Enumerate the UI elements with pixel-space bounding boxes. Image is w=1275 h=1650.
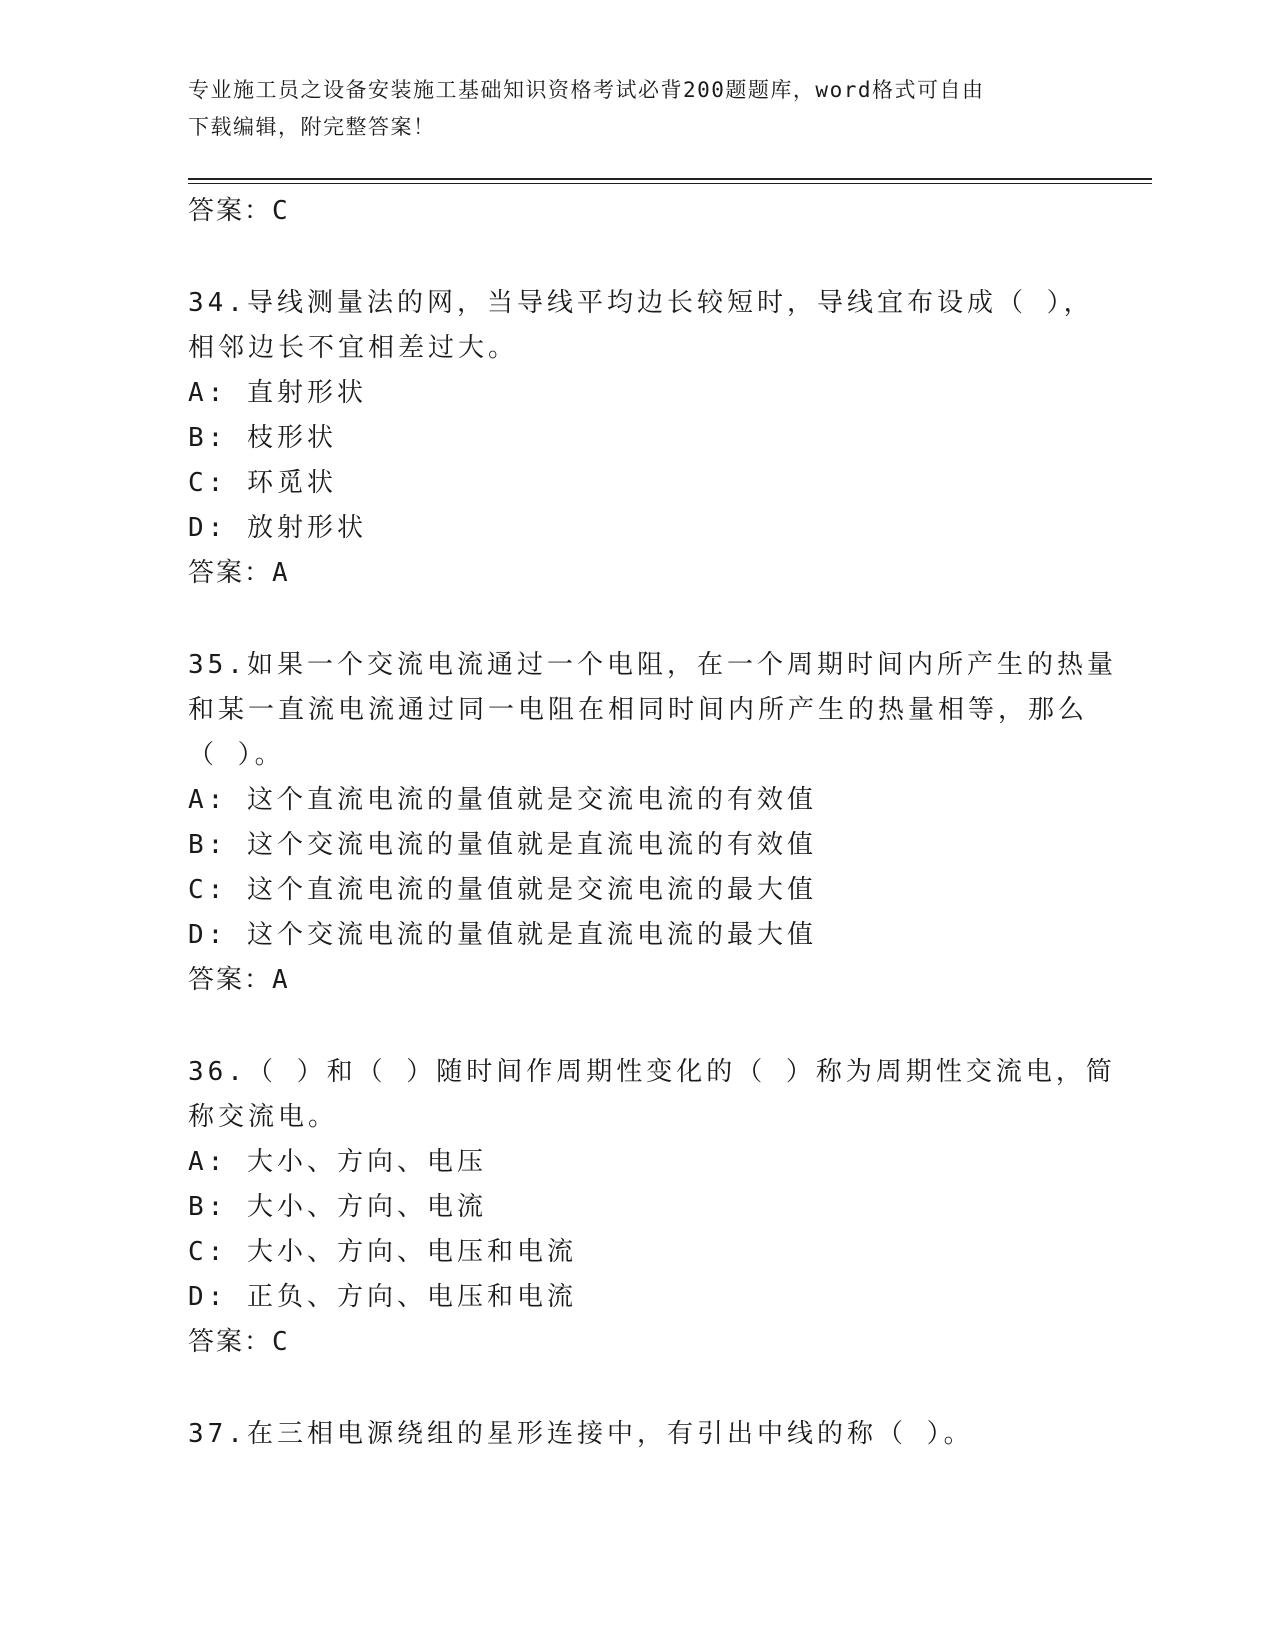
question-35 xyxy=(188,643,1117,1003)
question-stem-line: 和某一直流电流通过同一电阻在相同时间内所产生的热量相等，那么 xyxy=(188,695,1089,725)
question-stem-line: 36.（ ）和（ ）随时间作周期性变化的（ ）称为周期性交流电，简 xyxy=(188,1057,1116,1087)
spacer xyxy=(188,596,1088,643)
answer-value: C xyxy=(272,1327,290,1357)
question-37 xyxy=(188,1412,1088,1457)
question-list xyxy=(188,189,1117,1457)
option-d: D: 这个交流电流的量值就是直流电流的最大值 xyxy=(188,920,817,950)
question-stem-line: 35.如果一个交流电流通过一个电阻，在一个周期时间内所产生的热量 xyxy=(188,650,1117,680)
question-stem-line: 34.导线测量法的网，当导线平均边长较短时，导线宜布设成（ ）， xyxy=(188,288,1094,318)
option-b: B: 大小、方向、电流 xyxy=(188,1192,487,1222)
answer-line xyxy=(188,189,1088,234)
option-a: A: 大小、方向、电压 xyxy=(188,1147,487,1177)
spacer xyxy=(188,1365,1088,1412)
question-36 xyxy=(188,1050,1116,1365)
answer-label: 答案： xyxy=(188,1327,273,1357)
spacer xyxy=(188,1003,1088,1050)
answer-value: C xyxy=(272,196,290,226)
option-d: D: 放射形状 xyxy=(188,513,367,543)
header-rule-thin xyxy=(188,183,1152,184)
question-34 xyxy=(188,281,1094,596)
document-header xyxy=(188,72,1068,146)
header-title-line-1: 专业施工员之设备安装施工基础知识资格考试必背200题题库，word格式可自由 xyxy=(188,78,985,102)
answer-label: 答案： xyxy=(188,558,273,588)
answer-line xyxy=(188,551,1088,596)
option-b: B: 枝形状 xyxy=(188,423,337,453)
answer-value: A xyxy=(272,965,290,995)
question-stem-line: 称交流电。 xyxy=(188,1102,339,1132)
option-c: C: 环觅状 xyxy=(188,468,337,498)
answer-value: A xyxy=(272,558,290,588)
option-c: C: 大小、方向、电压和电流 xyxy=(188,1237,577,1267)
option-b: B: 这个交流电流的量值就是直流电流的有效值 xyxy=(188,830,817,860)
spacer xyxy=(188,234,1088,281)
answer-line xyxy=(188,958,1088,1003)
answer-label: 答案： xyxy=(188,965,273,995)
header-rule-thick xyxy=(188,178,1152,180)
answer-label: 答案： xyxy=(188,196,273,226)
header-title-line-2: 下载编辑，附完整答案！ xyxy=(188,115,436,139)
question-stem-line: 相邻边长不宜相差过大。 xyxy=(188,333,519,363)
question-stem-line: （ ）。 xyxy=(188,740,285,770)
option-c: C: 这个直流电流的量值就是交流电流的最大值 xyxy=(188,875,817,905)
option-a: A: 直射形状 xyxy=(188,378,367,408)
option-d: D: 正负、方向、电压和电流 xyxy=(188,1282,577,1312)
option-a: A: 这个直流电流的量值就是交流电流的有效值 xyxy=(188,785,817,815)
question-stem-line: 37.在三相电源绕组的星形连接中，有引出中线的称（ ）。 xyxy=(188,1419,974,1449)
answer-line xyxy=(188,1320,1088,1365)
